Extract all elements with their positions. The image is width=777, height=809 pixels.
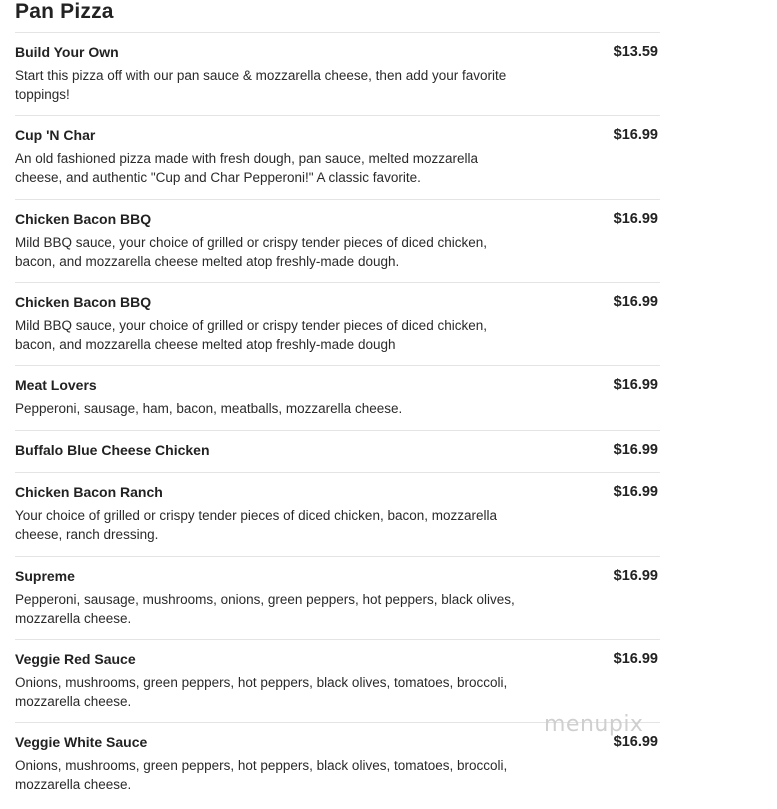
item-name: Veggie White Sauce [15,734,148,750]
item-description: Mild BBQ sauce, your choice of grilled or crispy tender pieces of diced chicken, bacon, and mozzarella cheese melted atop freshly-made dough. [15,235,487,269]
menu-item [15,115,660,199]
section-title: Pan Pizza [15,0,114,23]
item-description: An old fashioned pizza made with fresh dough, pan sauce, melted mozzarella cheese, and authentic "Cup and Char Pepperoni!" A classic favorite. [15,151,479,185]
item-description: Start this pizza off with our pan sauce & mozzarella cheese, then add your favorite toppings! [15,68,507,102]
item-price: $16.99 [613,651,658,667]
item-price: $16.99 [613,568,658,584]
item-price: $16.99 [613,377,658,393]
menu-item [15,639,660,722]
item-name: Chicken Bacon BBQ [15,211,152,227]
item-description: Pepperoni, sausage, mushrooms, onions, green peppers, hot peppers, black olives, mozzarella cheese. [15,592,515,626]
item-name: Cup 'N Char [15,127,96,143]
item-name: Meat Lovers [15,377,97,393]
item-name: Chicken Bacon BBQ [15,294,152,310]
item-price: $16.99 [613,294,658,310]
menu-item [15,556,660,639]
item-description: Pepperoni, sausage, ham, bacon, meatballs, mozzarella cheese. [15,401,403,416]
item-description: Onions, mushrooms, green peppers, hot peppers, black olives, tomatoes, broccoli, mozzarella cheese. [15,758,508,792]
watermark-logo: menupix [544,712,644,737]
item-price: $16.99 [613,211,658,227]
menu-list [15,32,660,806]
item-price: $16.99 [613,127,658,143]
menu-item [15,472,660,556]
item-name: Veggie Red Sauce [15,651,136,667]
menu-item [15,282,660,365]
item-price: $13.59 [613,44,658,60]
item-name: Build Your Own [15,44,119,60]
item-description: Onions, mushrooms, green peppers, hot peppers, black olives, tomatoes, broccoli, mozzarella cheese. [15,675,508,709]
item-name: Buffalo Blue Cheese Chicken [15,442,210,458]
menu-item [15,430,660,472]
item-description: Mild BBQ sauce, your choice of grilled or crispy tender pieces of diced chicken, bacon, and mozzarella cheese melted atop freshly-made dough [15,318,487,352]
item-name: Supreme [15,568,75,584]
menu-item [15,365,660,430]
item-price: $16.99 [613,734,658,750]
menu-item [15,32,660,115]
menu-item [15,199,660,282]
item-description: Your choice of grilled or crispy tender pieces of diced chicken, bacon, mozzarella cheese, ranch dressing. [15,508,498,542]
item-price: $16.99 [613,442,658,458]
item-price: $16.99 [613,484,658,500]
item-name: Chicken Bacon Ranch [15,484,163,500]
